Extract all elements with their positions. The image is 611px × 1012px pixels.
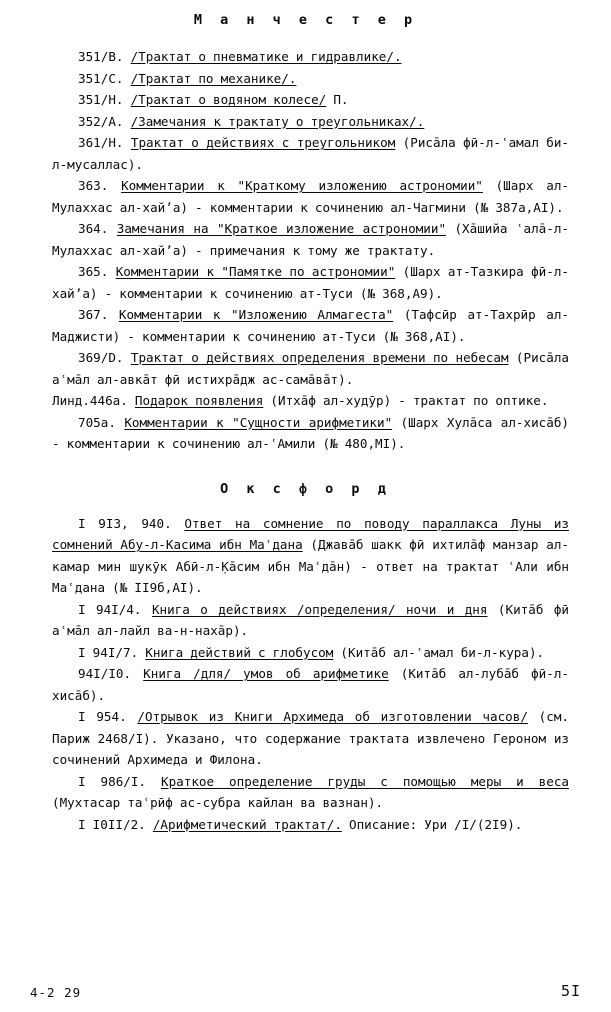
entry-title: /Трактат о пневматике и гидравлике/.	[130, 49, 402, 64]
entry-title: Подарок появления	[134, 393, 264, 408]
entry-title: Трактат о действиях определения времени по небесам	[130, 350, 509, 365]
entry-number: 364.	[78, 221, 109, 236]
list-item	[52, 132, 569, 175]
entry-title: Замечания на "Краткое изложение астрономии"	[116, 221, 447, 236]
list-item	[52, 412, 569, 455]
list-item	[52, 642, 569, 664]
list-item	[52, 304, 569, 347]
section-heading: О к с ф о р д	[220, 480, 391, 497]
page-number: 5I	[560, 982, 581, 1000]
entry-rest: (Хāшийа ʿалā-л-Мулаххас ал-хайʼа) - примечания к тому же трактату.	[52, 221, 569, 258]
entry-number: Линд.446а.	[52, 393, 128, 408]
entry-title: Комментарии к "Краткому изложению астрономии"	[121, 178, 483, 193]
entry-number: 361/Н.	[78, 135, 124, 150]
entry-title: Книга /для/ умов об арифметике	[143, 666, 389, 681]
entry-title: Трактат о действиях с треугольником	[130, 135, 396, 150]
list-item	[52, 46, 569, 68]
entry-rest: (Китāб ал-ʿамал би-л-кура).	[333, 644, 545, 660]
entry-title: Книга действий с глобусом	[145, 644, 334, 660]
entry-number: 367.	[78, 307, 109, 322]
entry-rest: (Китāб фӣ аʿмāл ал-лайл ва-н-нахāр).	[52, 601, 569, 638]
entry-title: Ответ на сомнение по поводу параллакса Луны из сомнений Абу-л-Касима ибн Маʿдана	[52, 515, 570, 552]
entry-title: Комментарии к "Сущности арифметики"	[124, 414, 393, 430]
list-item	[52, 663, 569, 706]
entry-title: Краткое определение груды с помощью меры и веса	[161, 773, 569, 789]
entry-rest: (Джавāб шакк фӣ ихтилāф манзар ал-камар мин шукӯк Абӣ-л-Ḳāсим ибн Маʿдāн) - ответ на трактат ʿАли ибн Маʿдана (№ II9б,АI).	[52, 537, 569, 595]
list-item	[52, 814, 569, 836]
entry-title: Комментарии к "Памятке по астрономии"	[115, 264, 396, 279]
entry-rest: (Шарх ат-Тазкира фӣ-л-хайʼа) - комментарии к сочинению ат-Туси (№ 368,А9).	[52, 264, 569, 301]
list-item	[52, 771, 569, 814]
entry-number: 351/В.	[78, 49, 124, 64]
entry-title: /Отрывок из Книги Архимеда об изготовлении часов/	[137, 709, 528, 724]
entry-number: I 94I/7.	[78, 644, 139, 660]
signature-mark: 4-2 29	[30, 985, 82, 1000]
entry-number: 705а.	[78, 414, 116, 430]
entry-number: I 94I/4.	[78, 601, 142, 617]
entry-number: I 954.	[78, 709, 127, 724]
list-item	[52, 111, 569, 133]
entry-number: I I0II/2.	[78, 816, 146, 832]
entry-rest: (Рисāла фӣ-л-ʿамал би-л-мусаллас).	[52, 135, 570, 172]
list-item	[52, 347, 569, 390]
entry-number: 352/А.	[78, 113, 124, 129]
entry-rest: (Мухтасар таʿрӣф ас-субра кайлан ва вазнан).	[52, 795, 384, 810]
entry-rest: (Итхāф ал-худӯр) - трактат по оптике.	[263, 393, 549, 408]
entry-rest: Описание: Ури /I/(2I9).	[341, 816, 523, 832]
entry-title: Комментарии к "Изложению Алмагеста"	[118, 307, 394, 322]
list-item	[52, 390, 569, 412]
entry-rest: П.	[326, 92, 349, 107]
oxford-entry-list	[0, 513, 611, 836]
page-title: М а н ч е с т е р	[193, 12, 418, 28]
entry-number: 351/Н.	[78, 92, 124, 107]
entry-title: /Трактат о водяном колесе/	[130, 92, 327, 107]
entry-rest: (см. Париж 2468/I). Указано, что содержание трактата извлечено Героном из сочинений Архимеда и Филона.	[52, 709, 569, 767]
entry-number: 365.	[78, 264, 109, 279]
list-item	[52, 175, 569, 218]
list-item	[52, 218, 569, 261]
entry-rest: (Тафсӣр ат-Тахрӣр ал-Маджисти) - комментарии к сочинению ат-Туси (№ 368,АI).	[52, 307, 570, 344]
list-item	[52, 599, 569, 642]
entry-number: 351/С.	[78, 70, 124, 86]
page-footer	[0, 982, 611, 1000]
entry-number: 363.	[78, 178, 109, 193]
list-item	[52, 89, 569, 111]
manchester-entry-list	[0, 46, 611, 455]
entry-number: 369/D.	[78, 350, 124, 365]
list-item	[52, 513, 569, 599]
entry-number: 94I/I0.	[78, 666, 132, 681]
entry-title: /Трактат по механике/.	[130, 70, 297, 86]
entry-rest: (Шарх Хулāса ал-хисāб) - комментарии к сочинению ал-ʿАмили (№ 480,МI).	[52, 414, 569, 451]
list-item	[52, 261, 569, 304]
entry-title: Книга о действиях /определения/ ночи и дня	[151, 601, 488, 617]
list-item	[52, 706, 569, 771]
entry-number: I 986/I.	[78, 773, 147, 789]
entry-title: /Замечания к трактату о треугольниках/.	[130, 113, 425, 129]
entry-title: /Арифметический трактат/.	[152, 816, 342, 832]
list-item	[52, 68, 569, 90]
document-page	[0, 12, 611, 1012]
entry-rest: (Шарх ал-Мулаххас ал-хайʼа) - комментарии к сочинению ал-Чагмини (№ 387а,АI).	[52, 178, 569, 215]
entry-number: I 9I3, 940.	[78, 515, 172, 531]
entry-rest: (Китāб ал-лубāб фӣ-л-хисāб).	[52, 666, 569, 703]
entry-rest: (Рисāла аʿмāл ал-авкāт фӣ истихрāдж ас-самāвāт).	[52, 350, 569, 387]
